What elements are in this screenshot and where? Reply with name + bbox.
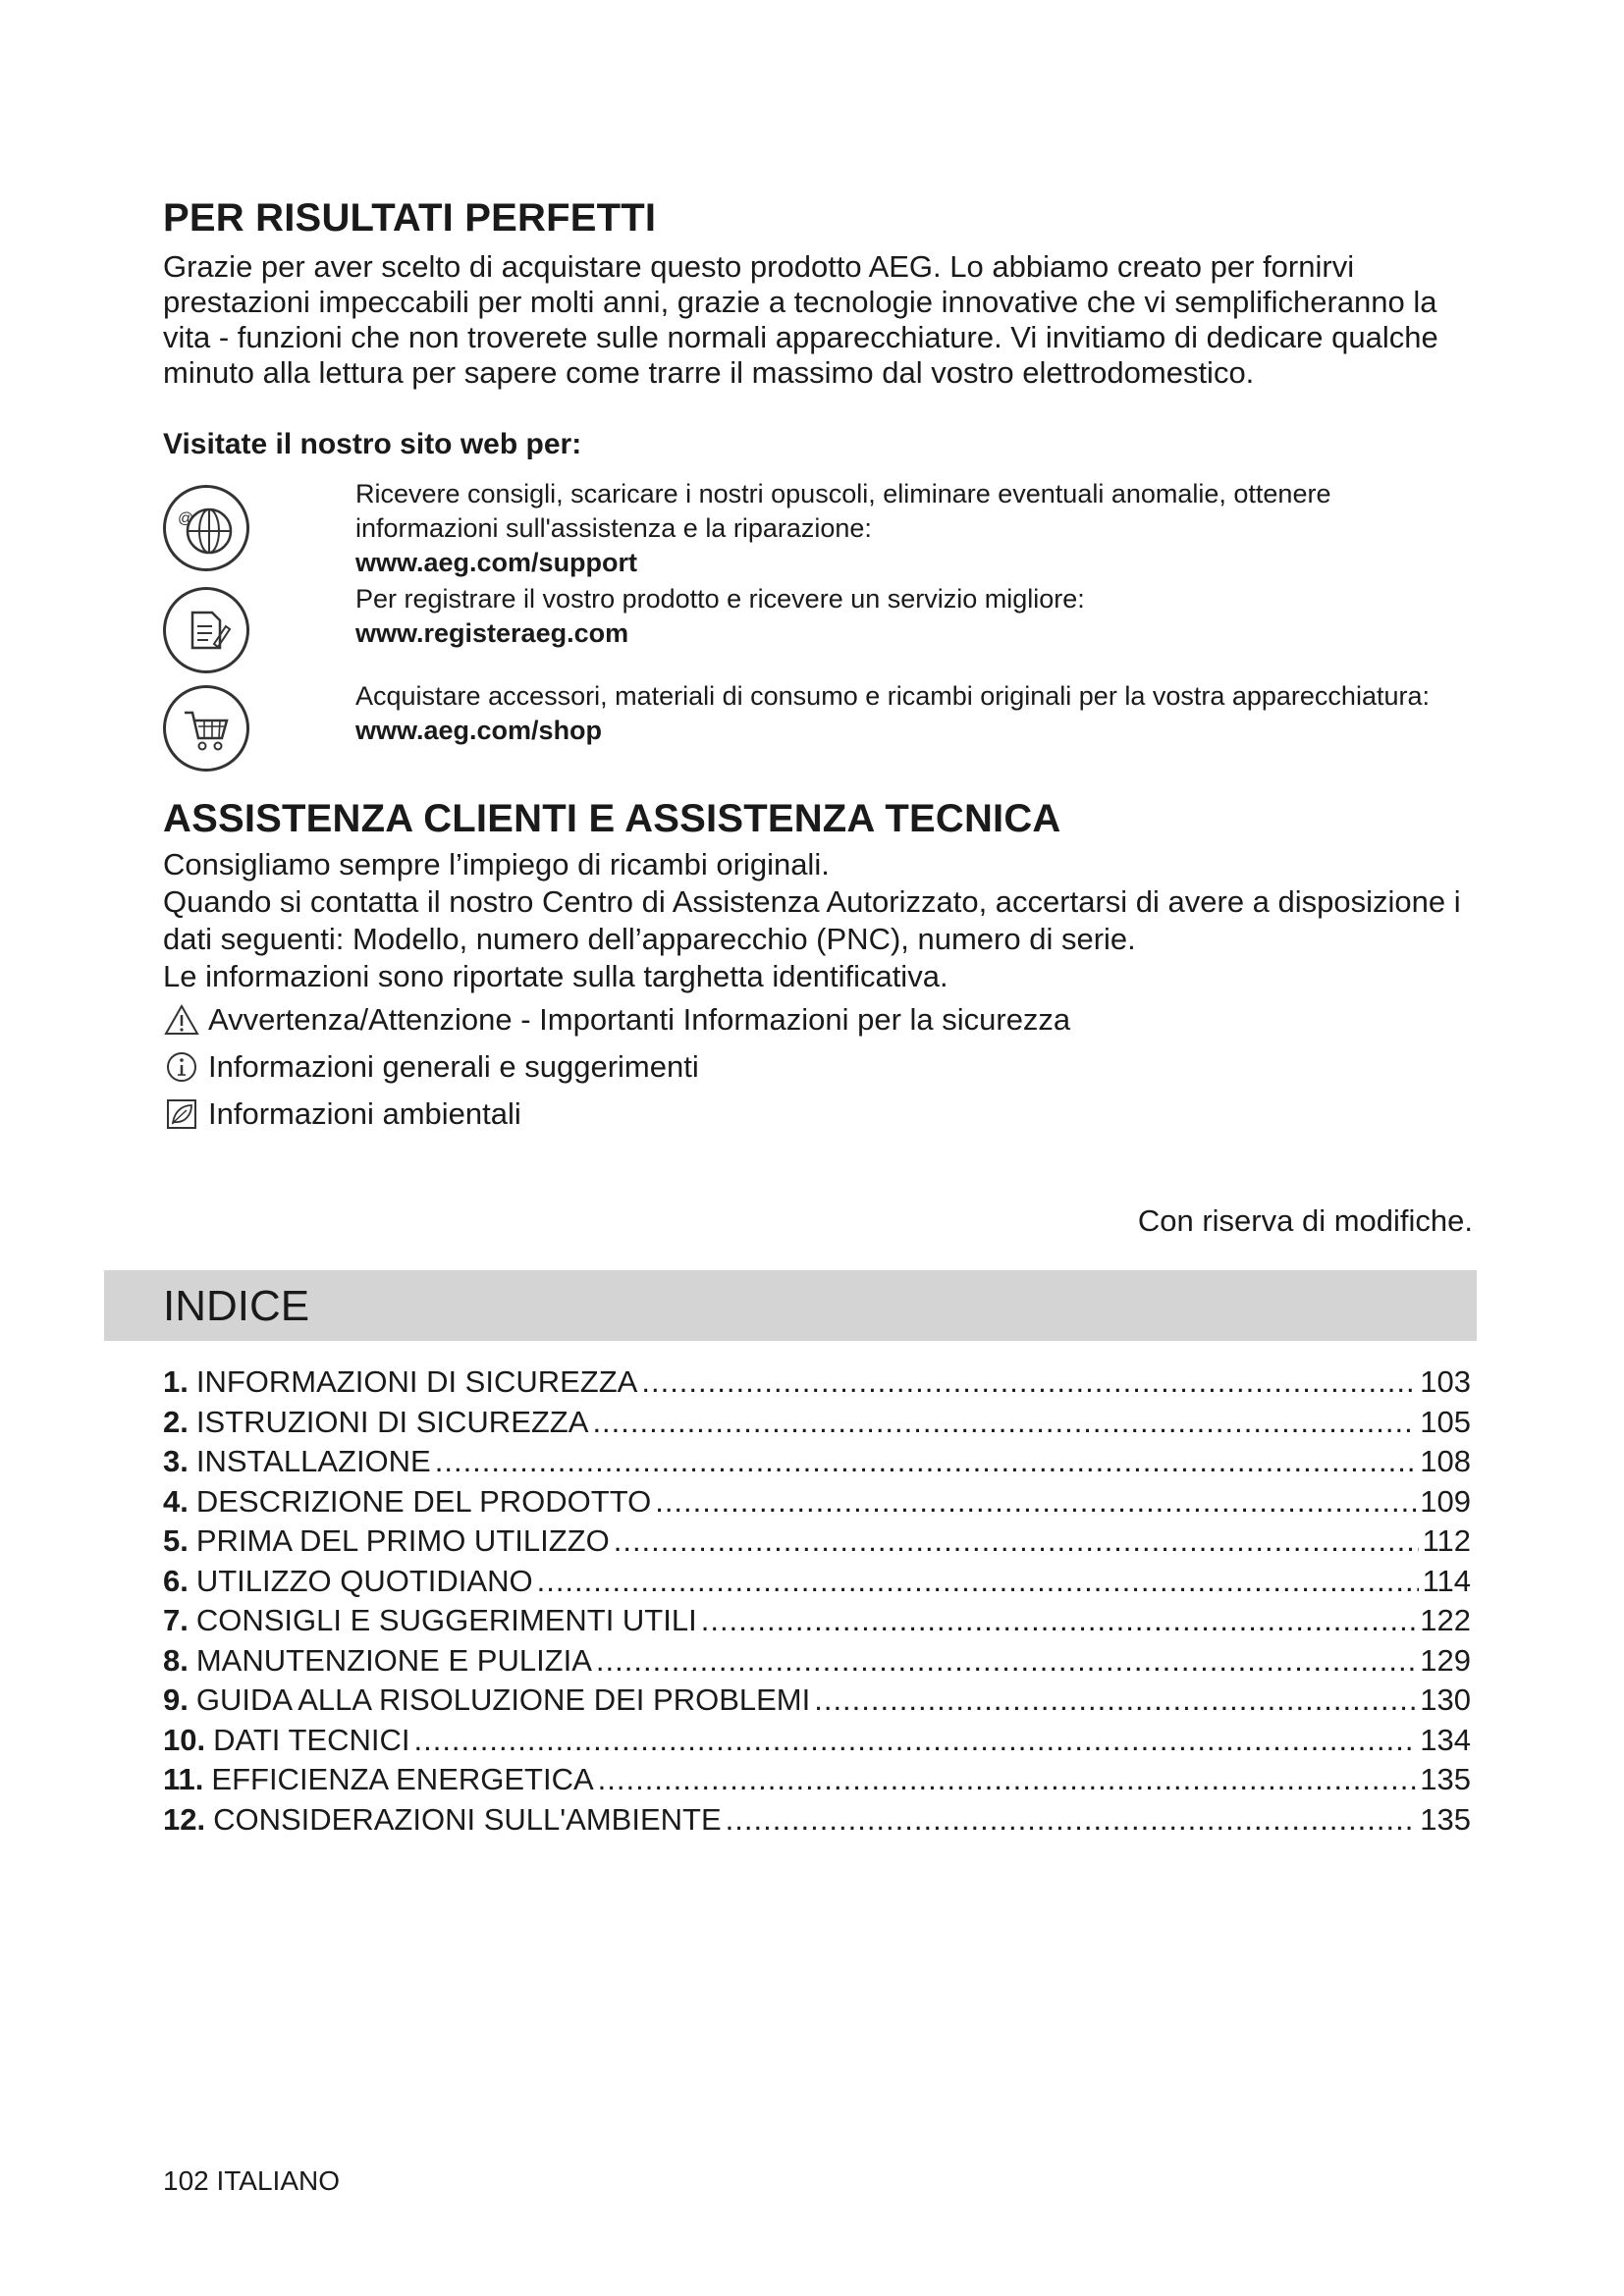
toc-number: 4. [163, 1483, 189, 1519]
page-footer: 102 ITALIANO [163, 2165, 341, 2196]
assistance-paragraph: Consigliamo sempre l’impiego di ricambi originali. Quando si contatta il nostro Centro di Assistenza Autorizzato, accertarsi di avere a disposizione i dati seguenti: Modello, numero dell’apparecchio (PNC), numero di serie. Le informazioni sono riportate sulla targhetta identificativa. [163, 847, 1461, 993]
toc-label: CONSIGLI E SUGGERIMENTI UTILI [195, 1603, 697, 1637]
toc-number: 7. [163, 1603, 189, 1637]
web-globe-icon [163, 485, 249, 571]
toc-entry[interactable] [163, 1760, 1471, 1800]
toc-page: 129 [1420, 1642, 1471, 1678]
toc-number: 12. [163, 1801, 206, 1837]
toc-entry[interactable] [163, 1721, 1471, 1761]
toc-label: MANUTENZIONE E PULIZIA [195, 1642, 592, 1678]
toc-page: 122 [1420, 1603, 1471, 1637]
legend-item-info [163, 1048, 699, 1086]
register-form-icon [163, 587, 249, 673]
toc-page: 114 [1422, 1563, 1471, 1598]
toc-label: DATI TECNICI [213, 1722, 410, 1757]
section-title-risultati: PER RISULTATI PERFETTI [163, 196, 657, 240]
toc-entry[interactable] [163, 1442, 1471, 1482]
web-item-text: Acquistare accessori, materiali di consumo e ricambi originali per la vostra apparecchiatura: [355, 681, 1430, 711]
legend-text: Informazioni ambientali [208, 1096, 521, 1131]
toc-entry[interactable] [163, 1601, 1471, 1641]
visit-website-label: Visitate il nostro sito web per: [163, 428, 582, 460]
shopping-cart-icon [163, 685, 249, 772]
index-title: INDICE [163, 1282, 310, 1330]
toc-page: 112 [1422, 1523, 1471, 1558]
toc-label: CONSIDERAZIONI SULL'AMBIENTE [213, 1801, 722, 1837]
toc-number: 8. [163, 1642, 189, 1678]
toc-entry[interactable] [163, 1800, 1471, 1841]
toc-label: GUIDA ALLA RISOLUZIONE DEI PROBLEMI [195, 1682, 811, 1717]
legend-item-warning [163, 1001, 1070, 1039]
toc-label: UTILIZZO QUOTIDIANO [195, 1563, 533, 1598]
toc-entry[interactable] [163, 1362, 1471, 1403]
toc-entry[interactable] [163, 1641, 1471, 1682]
support-link[interactable]: www.aeg.com/support [355, 548, 638, 577]
toc-leader-dots [537, 1562, 1419, 1602]
warning-triangle-icon [163, 1001, 200, 1039]
toc-page: 105 [1420, 1404, 1471, 1439]
legend-item-environment [163, 1095, 521, 1133]
table-of-contents [163, 1362, 1471, 1840]
toc-page: 134 [1420, 1722, 1471, 1757]
svg-text:@: @ [178, 510, 194, 527]
toc-number: 9. [163, 1682, 189, 1717]
toc-number: 6. [163, 1563, 189, 1598]
toc-entry[interactable] [163, 1403, 1471, 1443]
info-circle-icon [163, 1048, 200, 1086]
web-item-text: Ricevere consigli, scaricare i nostri opuscoli, eliminare eventuali anomalie, ottenere informazioni sull'assistenza e la riparazione: [355, 479, 1331, 543]
toc-leader-dots [655, 1482, 1416, 1522]
intro-paragraph: Grazie per aver scelto di acquistare questo prodotto AEG. Lo abbiamo creato per fornirvi prestazioni impeccabili per molti anni, grazie a tecnologie innovative che vi semplificheranno la vita - funzioni che non troverete sulle normali apparecchiature. Vi invitiamo di dedicare qualche minuto alla lettura per sapere come trarre il massimo dal vostro elettrodomestico. [163, 249, 1438, 390]
register-link[interactable]: www.registeraeg.com [355, 618, 629, 648]
toc-number: 1. [163, 1364, 189, 1399]
legend-text: Avvertenza/Attenzione - Importanti Informazioni per la sicurezza [208, 1002, 1071, 1037]
toc-page: 108 [1420, 1444, 1471, 1478]
toc-page: 109 [1420, 1483, 1471, 1519]
toc-page: 103 [1420, 1364, 1471, 1399]
toc-entry[interactable] [163, 1562, 1471, 1602]
toc-label: DESCRIZIONE DEL PRODOTTO [195, 1483, 652, 1519]
toc-entry[interactable] [163, 1482, 1471, 1522]
legend-text: Informazioni generali e suggerimenti [208, 1049, 699, 1084]
toc-page: 130 [1420, 1682, 1471, 1717]
toc-leader-dots [592, 1403, 1416, 1443]
toc-leader-dots [814, 1681, 1416, 1721]
toc-leader-dots [641, 1362, 1416, 1403]
toc-entry[interactable] [163, 1681, 1471, 1721]
index-header-bar [104, 1270, 1477, 1341]
toc-leader-dots [435, 1442, 1417, 1482]
toc-leader-dots [614, 1522, 1419, 1562]
toc-number: 5. [163, 1523, 189, 1558]
shop-link[interactable]: www.aeg.com/shop [355, 716, 603, 745]
web-item-text: Per registrare il vostro prodotto e ricevere un servizio migliore: [355, 584, 1085, 614]
toc-leader-dots [726, 1800, 1417, 1841]
toc-label: EFFICIENZA ENERGETICA [211, 1762, 594, 1796]
toc-label: INSTALLAZIONE [195, 1444, 431, 1478]
web-item-register [355, 582, 1465, 651]
toc-leader-dots [413, 1721, 1416, 1761]
toc-label: INFORMAZIONI DI SICUREZZA [195, 1364, 638, 1399]
reserve-note: Con riserva di modifiche. [1137, 1203, 1473, 1238]
web-item-shop [355, 679, 1465, 748]
toc-leader-dots [701, 1601, 1417, 1641]
environment-leaf-icon [163, 1095, 200, 1133]
toc-number: 2. [163, 1404, 189, 1439]
toc-label: ISTRUZIONI DI SICUREZZA [195, 1404, 589, 1439]
toc-number: 3. [163, 1444, 189, 1478]
toc-page: 135 [1420, 1801, 1471, 1837]
web-item-support [355, 477, 1465, 580]
toc-entry[interactable] [163, 1522, 1471, 1562]
toc-leader-dots [598, 1760, 1417, 1800]
toc-number: 10. [163, 1722, 206, 1757]
toc-leader-dots [596, 1641, 1416, 1682]
section-title-assistenza: ASSISTENZA CLIENTI E ASSISTENZA TECNICA [163, 797, 1061, 840]
toc-number: 11. [163, 1762, 204, 1796]
toc-label: PRIMA DEL PRIMO UTILIZZO [195, 1523, 610, 1558]
toc-page: 135 [1420, 1762, 1471, 1796]
